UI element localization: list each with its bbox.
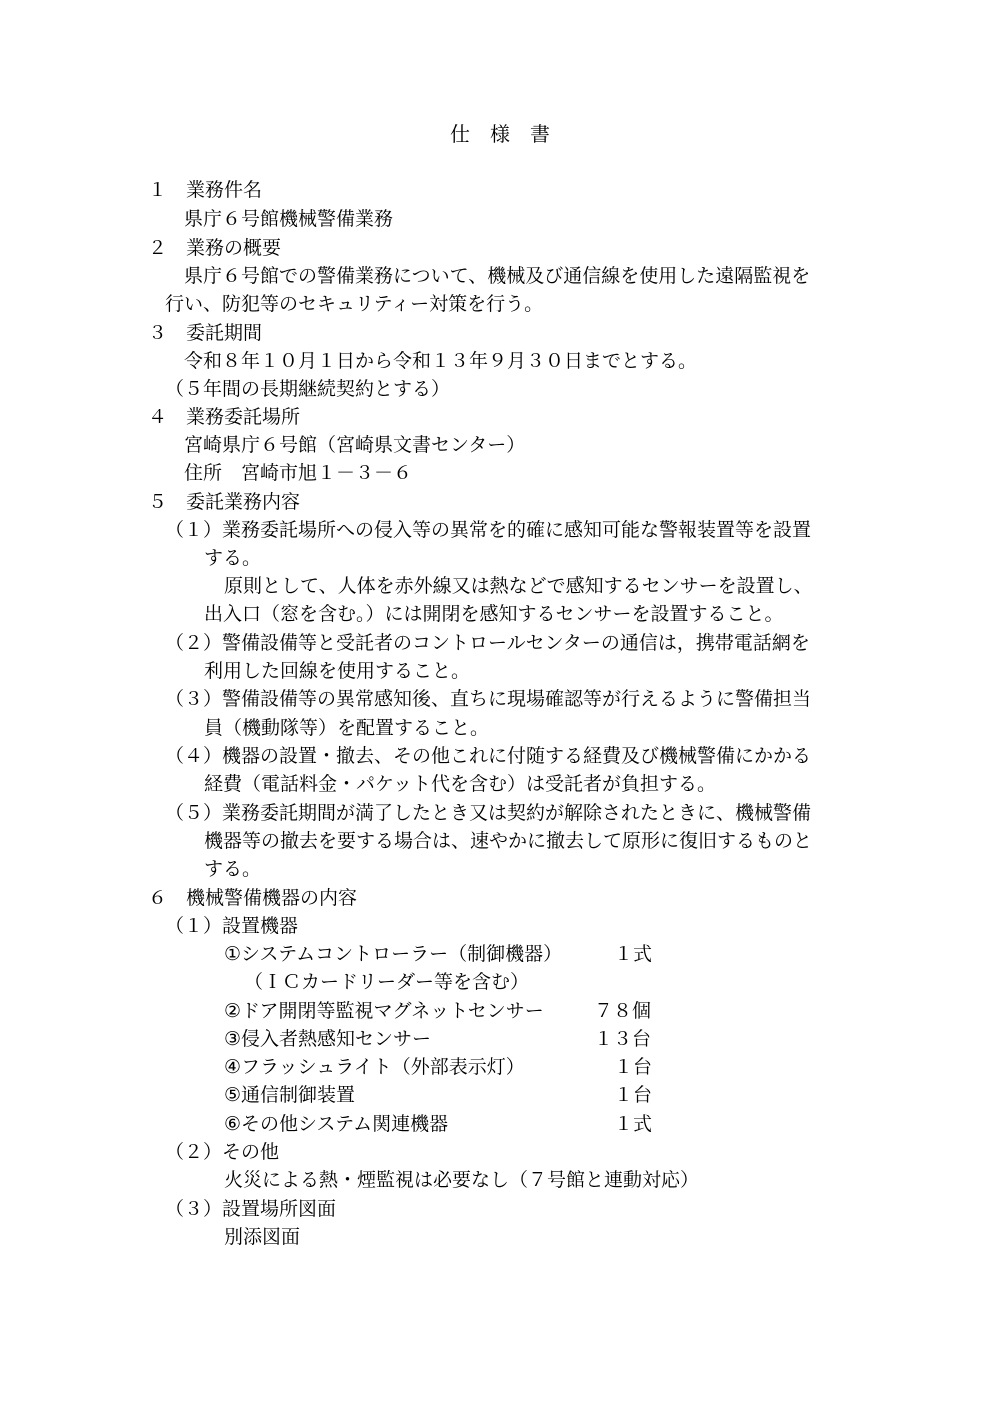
section-5-item-5-line-2: 機器等の撤去を要する場合は、速やかに撤去して原形に復旧するものと <box>204 830 813 852</box>
section-2-body-line-1: 県庁６号館での警備業務について、機械及び通信線を使用した遠隔監視を <box>184 265 811 287</box>
equipment-name: ②ドア開閉等監視マグネットセンサー <box>224 1000 544 1022</box>
equipment-qty: ７８個 <box>594 1000 652 1022</box>
section-5-item-1-line-1: （１）業務委託場所への侵入等の異常を的確に感知可能な警報装置等を設置 <box>165 519 812 541</box>
section-1-heading: １ 業務件名 <box>148 179 263 201</box>
section-5-item-5-line-3: する。 <box>204 858 262 880</box>
equipment-name: ④フラッシュライト（外部表示灯） <box>224 1056 525 1078</box>
section-2-body-line-2: 行い、防犯等のセキュリティー対策を行う。 <box>165 293 544 315</box>
section-6-sub-3: （３）設置場所図面 <box>165 1198 337 1220</box>
section-4-body-line-1: 宮崎県庁６号館（宮崎県文書センター） <box>184 434 526 456</box>
section-5-item-1-line-2: する。 <box>204 547 262 569</box>
section-5-item-4-line-1: （４）機器の設置・撤去、その他これに付随する経費及び機械警備にかかる <box>165 745 812 767</box>
document-title: 仕 様 書 <box>450 122 550 146</box>
section-5-item-3-line-2: 員（機動隊等）を配置すること。 <box>204 717 490 739</box>
section-5-item-1-line-4: 出入口（窓を含む。）には開閉を感知するセンサーを設置すること。 <box>204 603 784 625</box>
section-5-item-2-line-1: （２）警備設備等と受託者のコントロールセンターの通信は，携帯電話網を <box>165 632 810 654</box>
section-6-sub-1: （１）設置機器 <box>165 915 299 937</box>
equipment-name: ⑥その他システム関連機器 <box>224 1113 449 1135</box>
section-3-body-line-2: （５年間の長期継続契約とする） <box>165 378 451 400</box>
equipment-name: ①システムコントローラー（制御機器） <box>224 943 563 965</box>
section-3-heading: ３ 委託期間 <box>148 322 263 344</box>
section-5-item-4-line-2: 経費（電話料金・パケット代を含む）は受託者が負担する。 <box>204 773 717 795</box>
section-6-sub-2: （２）その他 <box>165 1141 280 1163</box>
section-5-item-3-line-1: （３）警備設備等の異常感知後、直ちに現場確認等が行えるように警備担当 <box>165 688 812 710</box>
equipment-qty: １式 <box>614 943 653 965</box>
equipment-qty: １式 <box>614 1113 653 1135</box>
section-2-heading: ２ 業務の概要 <box>148 237 282 259</box>
section-3-body-line-1: 令和８年１０月１日から令和１３年９月３０日までとする。 <box>184 350 698 372</box>
section-6-sub-3-body: 別添図面 <box>224 1226 301 1248</box>
section-5-item-5-line-1: （５）業務委託期間が満了したとき又は契約が解除されたときに、機械警備 <box>165 802 812 824</box>
section-4-body-line-2: 住所 宮崎市旭１－３－６ <box>184 462 413 484</box>
section-4-heading: ４ 業務委託場所 <box>148 406 301 428</box>
section-6-sub-2-body: 火災による熱・煙監視は必要なし（７号館と連動対応） <box>224 1169 700 1191</box>
equipment-qty: １台 <box>614 1056 653 1078</box>
section-6-heading: ６ 機械警備機器の内容 <box>148 887 358 909</box>
section-5-heading: ５ 委託業務内容 <box>148 491 301 513</box>
equipment-note: （ＩＣカードリーダー等を含む） <box>244 971 530 993</box>
equipment-qty: １３台 <box>594 1028 652 1050</box>
equipment-qty: １台 <box>614 1084 653 1106</box>
section-1-body: 県庁６号館機械警備業務 <box>184 208 394 230</box>
equipment-name: ⑤通信制御装置 <box>224 1084 356 1106</box>
section-5-item-1-line-3: 原則として、人体を赤外線又は熱などで感知するセンサーを設置し、 <box>224 575 813 597</box>
equipment-name: ③侵入者熱感知センサー <box>224 1028 432 1050</box>
section-5-item-2-line-2: 利用した回線を使用すること。 <box>204 660 471 682</box>
